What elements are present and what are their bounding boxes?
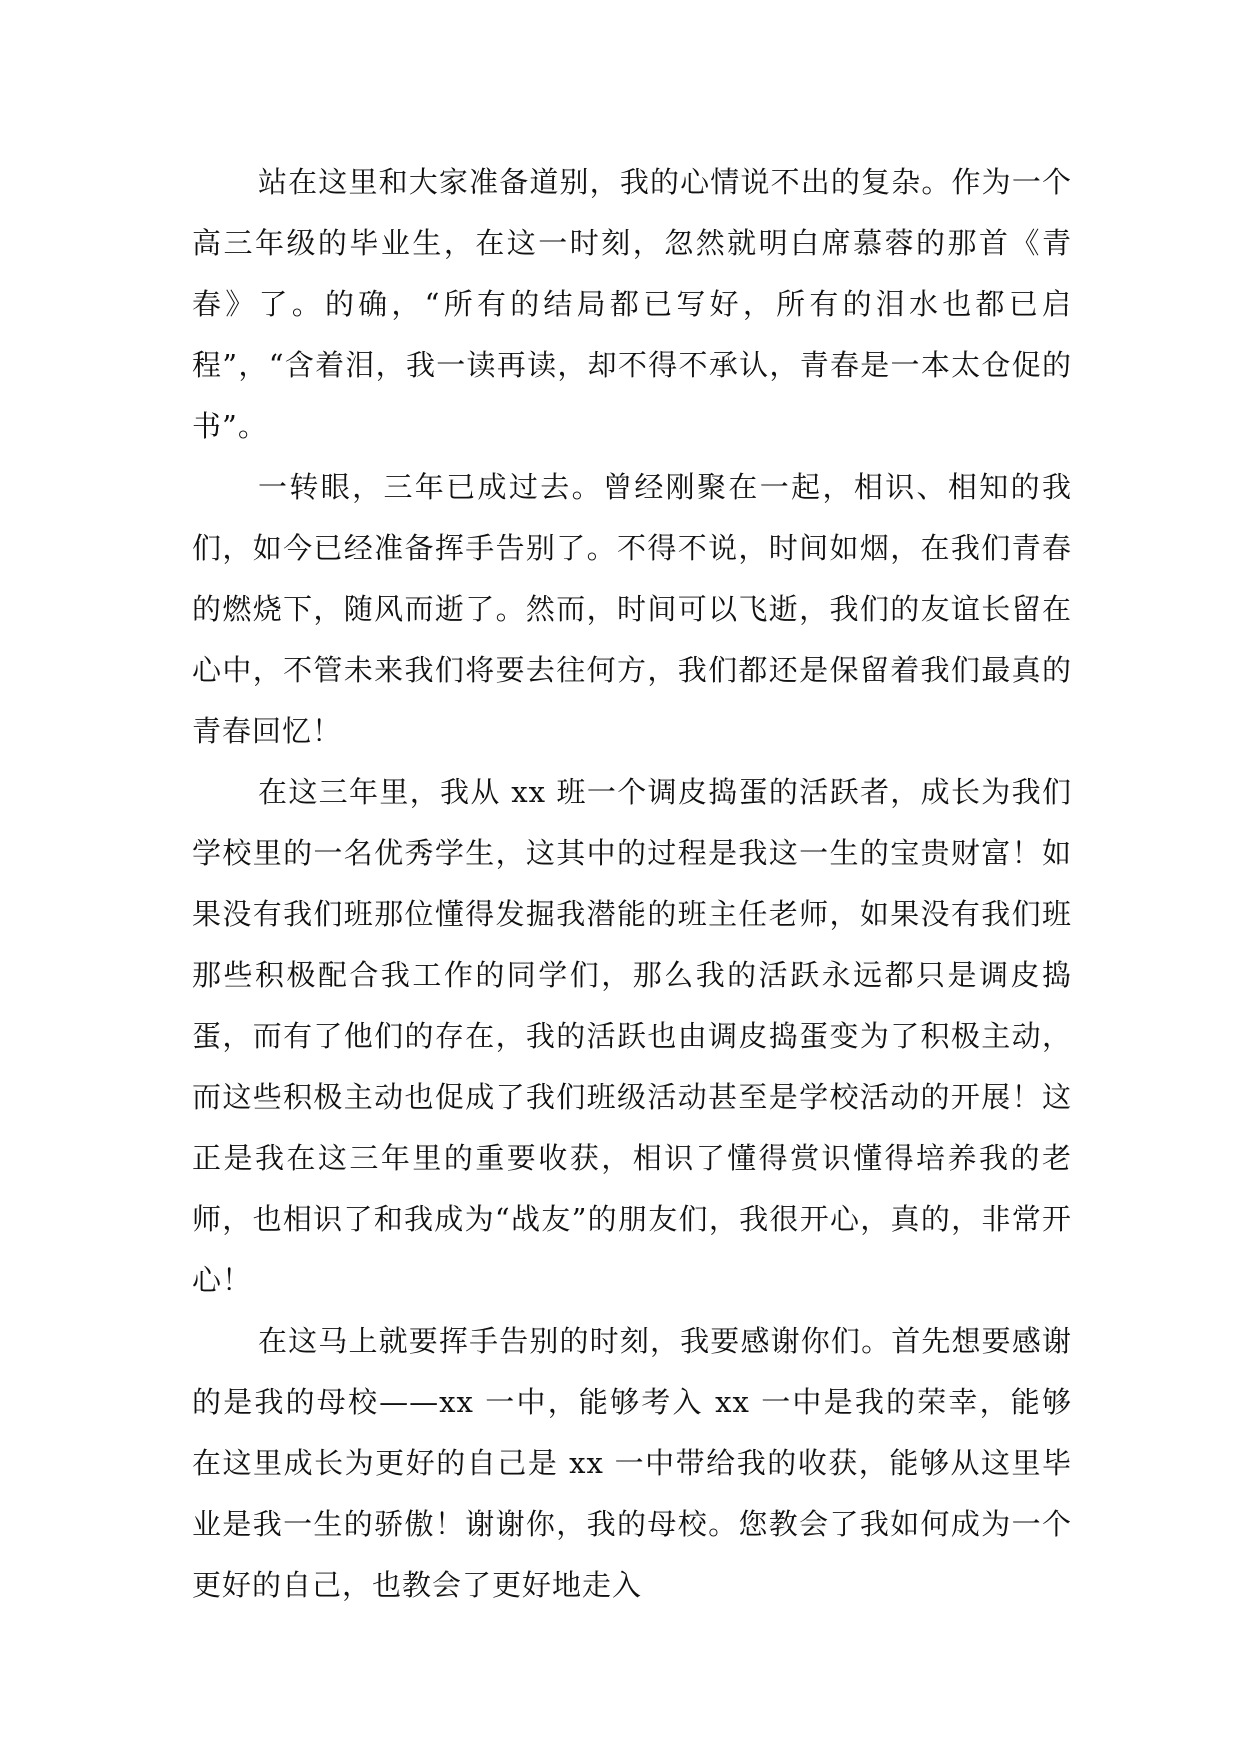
paragraph-1: 站在这里和大家准备道别，我的心情说不出的复杂。作为一个高三年级的毕业生，在这一时刻，忽然就明白席慕蓉的那首《青春》了。的确，“所有的结局都已写好，所有的泪水也都已启程”，“含着泪，我一读再读，却不得不承认，青春是一本太仓促的书”。 (192, 165, 1072, 443)
paragraph-3: 在这三年里，我从 xx 班一个调皮捣蛋的活跃者，成长为我们学校里的一名优秀学生，这其中的过程是我这一生的宝贵财富！如果没有我们班那位懂得发掘我潜能的班主任老师，如果没有我们班那些积极配合我工作的同学们，那么我的活跃永远都只是调皮捣蛋，而有了他们的存在，我的活跃也由调皮捣蛋变为了积极主动，而这些积极主动也促成了我们班级活动甚至是学校活动的开展！这正是我在这三年里的重要收获，相识了懂得赏识懂得培养我的老师，也相识了和我成为“战友”的朋友们，我很开心，真的，非常开心！ (192, 775, 1072, 1297)
paragraph-2: 一转眼，三年已成过去。曾经刚聚在一起，相识、相知的我们，如今已经准备挥手告别了。不得不说，时间如烟，在我们青春的燃烧下，随风而逝了。然而，时间可以飞逝，我们的友谊长留在心中，不管未来我们将要去往何方，我们都还是保留着我们最真的青春回忆！ (192, 470, 1072, 748)
document-body (192, 152, 1072, 1616)
paragraph-4: 在这马上就要挥手告别的时刻，我要感谢你们。首先想要感谢的是我的母校——xx 一中，能够考入 xx 一中是我的荣幸，能够在这里成长为更好的自己是 xx 一中带给我的收获，能够从这里毕业是我一生的骄傲！谢谢你，我的母校。您教会了我如何成为一个更好的自己，也教会了更好地走入 (192, 1324, 1072, 1602)
